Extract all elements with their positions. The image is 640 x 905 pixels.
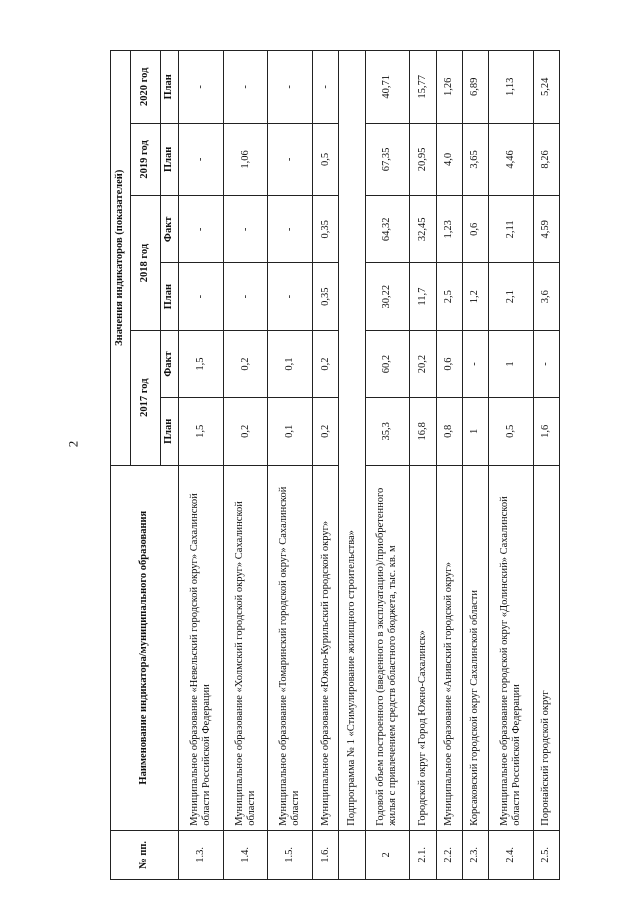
row-value: 0,5 <box>313 123 339 196</box>
table-row <box>339 51 365 880</box>
row-name: Муниципальное образование «Томаринский городской округ» Сахалинской области <box>268 465 313 830</box>
header-plan: План <box>161 398 179 465</box>
header-name: Наименование индикатора/муниципального образования <box>111 465 179 830</box>
table-row <box>533 51 559 880</box>
row-value: 20,95 <box>410 123 436 196</box>
row-number <box>339 830 365 879</box>
row-value: 0,2 <box>223 398 268 465</box>
row-value: - <box>223 196 268 263</box>
row-value: 0,6 <box>462 196 488 263</box>
row-value: - <box>223 263 268 330</box>
row-value: 1,5 <box>179 330 224 397</box>
table-row <box>313 51 339 880</box>
row-value: 6,89 <box>462 51 488 124</box>
header-group: Значения индикаторов (показателей) <box>111 51 131 466</box>
row-value: - <box>268 51 313 124</box>
header-2019: 2019 год <box>131 123 161 196</box>
row-value: - <box>268 123 313 196</box>
header-plan: План <box>161 51 179 124</box>
row-value: - <box>268 263 313 330</box>
row-name: Муниципальное образование «Южно-Курильский городской округ» <box>313 465 339 830</box>
row-value: - <box>179 263 224 330</box>
table-row <box>488 51 533 880</box>
row-value: 15,77 <box>410 51 436 124</box>
row-value: 0,35 <box>313 263 339 330</box>
row-value: 0,8 <box>436 398 462 465</box>
row-value: 1,06 <box>223 123 268 196</box>
row-value: 1,6 <box>533 398 559 465</box>
row-value: - <box>223 51 268 124</box>
row-value: 16,8 <box>410 398 436 465</box>
row-value: - <box>179 196 224 263</box>
row-value: 20,2 <box>410 330 436 397</box>
row-value: 67,35 <box>365 123 410 196</box>
row-number: 1.6. <box>313 830 339 879</box>
table-row <box>179 51 224 880</box>
header-2017: 2017 год <box>131 330 161 465</box>
header-num: № пп. <box>111 830 179 879</box>
row-value: 4,59 <box>533 196 559 263</box>
row-name: Годовой объем построенного (введенного в эксплуатацию)/приобретенного жилья с привлечением средств областного бюджета, тыс. кв. м <box>365 465 410 830</box>
row-number: 2.1. <box>410 830 436 879</box>
row-value: - <box>179 123 224 196</box>
row-value: 0,5 <box>488 398 533 465</box>
row-value: - <box>533 330 559 397</box>
row-value: 4,46 <box>488 123 533 196</box>
row-value: 4,0 <box>436 123 462 196</box>
row-number: 2.4. <box>488 830 533 879</box>
row-name: Поронайский городской округ <box>533 465 559 830</box>
row-name: Муниципальное образование «Анивский городской округ» <box>436 465 462 830</box>
table-row <box>410 51 436 880</box>
row-value: 1,5 <box>179 398 224 465</box>
row-name: Городской округ «Город Южно-Сахалинск» <box>410 465 436 830</box>
row-value: 1,2 <box>462 263 488 330</box>
row-value: 8,26 <box>533 123 559 196</box>
row-value: 1 <box>462 398 488 465</box>
table-row <box>268 51 313 880</box>
row-name: Муниципальное образование «Холмский городской округ» Сахалинской области <box>223 465 268 830</box>
header-fact: Факт <box>161 330 179 397</box>
row-value: 64,32 <box>365 196 410 263</box>
header-2018: 2018 год <box>131 196 161 331</box>
row-number: 2.5. <box>533 830 559 879</box>
row-number: 1.4. <box>223 830 268 879</box>
row-value: 40,71 <box>365 51 410 124</box>
row-number: 1.5. <box>268 830 313 879</box>
row-value: 11,7 <box>410 263 436 330</box>
row-value: 0,6 <box>436 330 462 397</box>
row-value: 0,35 <box>313 196 339 263</box>
row-value: 60,2 <box>365 330 410 397</box>
row-value: 2,11 <box>488 196 533 263</box>
rotated-table-container <box>110 50 560 880</box>
row-value: 3,6 <box>533 263 559 330</box>
table-row <box>223 51 268 880</box>
row-value: 1,23 <box>436 196 462 263</box>
table-row <box>436 51 462 880</box>
subprogram-title: Подпрограмма № 1 «Стимулирование жилищного строительства» <box>339 51 365 831</box>
row-number: 1.3. <box>179 830 224 879</box>
row-value: 0,1 <box>268 330 313 397</box>
row-value: 35,3 <box>365 398 410 465</box>
table-row <box>365 51 410 880</box>
row-value: - <box>462 330 488 397</box>
indicators-table <box>110 50 560 880</box>
row-value: 32,45 <box>410 196 436 263</box>
row-number: 2.3. <box>462 830 488 879</box>
header-2020: 2020 год <box>131 51 161 124</box>
row-value: 1,26 <box>436 51 462 124</box>
row-value: 2,1 <box>488 263 533 330</box>
table-body <box>179 51 560 880</box>
row-value: 0,2 <box>223 330 268 397</box>
row-value: 30,22 <box>365 263 410 330</box>
row-value: - <box>313 51 339 124</box>
row-value: 0,1 <box>268 398 313 465</box>
table-row <box>462 51 488 880</box>
header-plan: План <box>161 263 179 330</box>
row-value: 1 <box>488 330 533 397</box>
row-number: 2 <box>365 830 410 879</box>
row-name: Корсаковский городской округ Сахалинской области <box>462 465 488 830</box>
row-value: 5,24 <box>533 51 559 124</box>
row-value: 0,2 <box>313 330 339 397</box>
row-name: Муниципальное образование городской округ «Долинский» Сахалинской области Российской Федерации <box>488 465 533 830</box>
header-fact: Факт <box>161 196 179 263</box>
row-value: 0,2 <box>313 398 339 465</box>
row-value: 1,13 <box>488 51 533 124</box>
row-value: - <box>179 51 224 124</box>
row-value: - <box>268 196 313 263</box>
row-number: 2.2. <box>436 830 462 879</box>
header-plan: План <box>161 123 179 196</box>
row-name: Муниципальное образование «Невельский городской округ» Сахалинской области Российской Федерации <box>179 465 224 830</box>
page-number: 2 <box>65 440 81 448</box>
row-value: 2,5 <box>436 263 462 330</box>
row-value: 3,65 <box>462 123 488 196</box>
